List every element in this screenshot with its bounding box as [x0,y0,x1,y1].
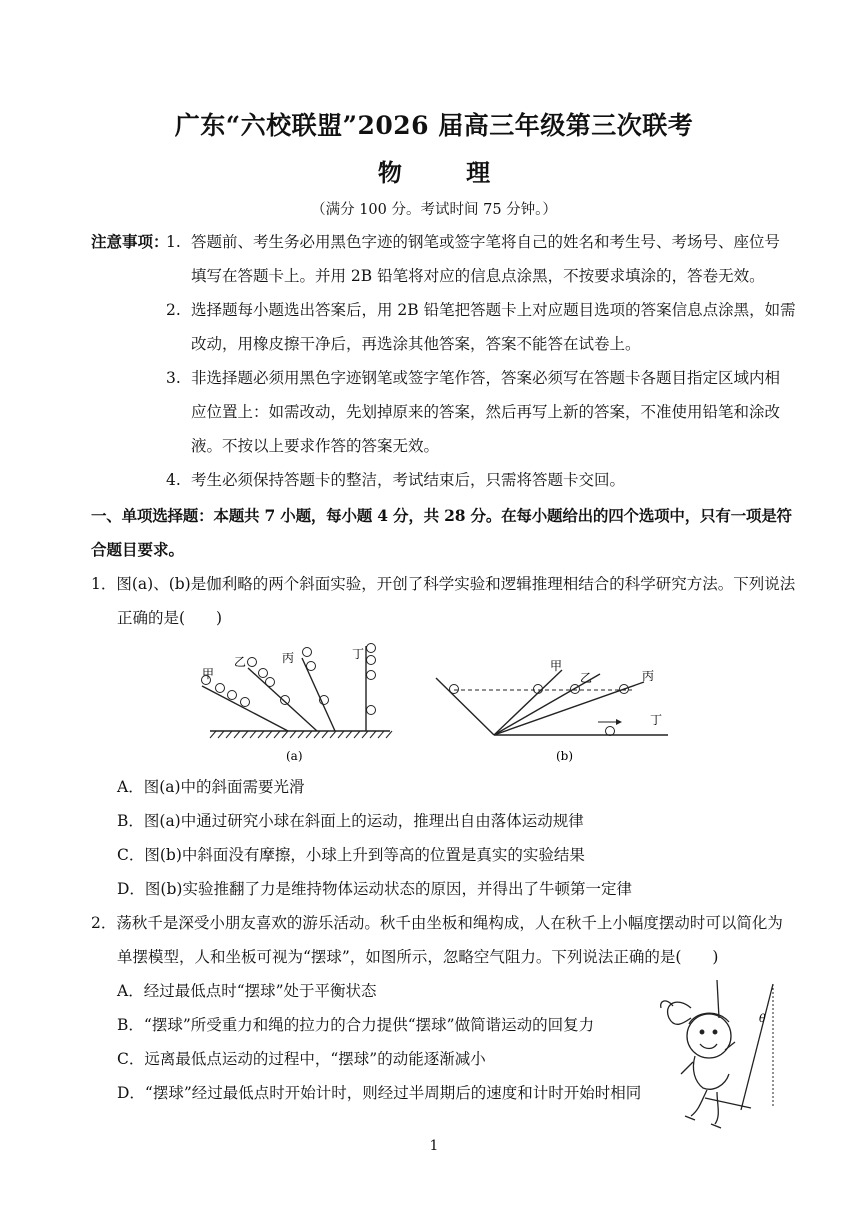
fig-a-caption: (a) [286,749,303,763]
subject-title: 物 理 [377,158,519,187]
q1-figure-b [432,652,672,772]
q1-stem-line-2: 正确的是( ) [117,609,223,627]
notice-item-3-line-3: 液。不按以上要求作答的答案无效。 [191,437,440,455]
page-number: 1 [429,1138,439,1154]
q1-option-a: A．图(a)中的斜面需要光滑 [117,778,305,796]
fig-b-label-ding: 丁 [650,713,663,727]
fig-b-label-yi: 乙 [580,671,593,685]
q1-figure-a [190,638,410,773]
q2-option-a: A．经过最低点时“摆球”处于平衡状态 [117,982,377,1000]
q2-option-d: D．“摆球”经过最低点时开始计时，则经过半周期后的速度和计时开始时相同 [117,1084,642,1102]
q1-option-c: C．图(b)中斜面没有摩擦，小球上升到等高的位置是真实的实验结果 [117,846,585,864]
q1-stem-line-1: 1．图(a)、(b)是伽利略的两个斜面实验，开创了科学实验和逻辑推理相结合的科学研究方法。下列说法 [91,575,796,593]
notice-item-2-num: 2. [166,301,181,319]
notice-item-1-num: 1. [166,233,181,251]
fig-a-label-ding: 丁 [352,647,365,661]
notice-item-2-line-2: 改动，用橡皮擦干净后，再选涂其他答案，答案不能答在试卷上。 [191,335,641,353]
fig-b-caption: (b) [556,749,574,763]
notice-item-1-line-2: 填写在答题卡上。并用 2B 铅笔将对应的信息点涂黑，不按要求填涂的，答卷无效。 [191,267,765,285]
q2-stem-line-2: 单摆模型，人和坐板可视为“摆球”，如图所示，忽略空气阻力。下列说法正确的是( ) [117,948,719,966]
q2-swing-figure [655,978,780,1133]
q1-option-d: D．图(b)实验推翻了力是维持物体运动状态的原因，并得出了牛顿第一定律 [117,880,632,898]
notice-item-4-line-1: 考生必须保持答题卡的整洁，考试结束后，只需将答题卡交回。 [191,471,626,489]
notice-item-3-line-2: 应位置上：如需改动，先划掉原来的答案，然后再写上新的答案，不准使用铅笔和涂改 [191,403,781,421]
q2-stem-line-1: 2．荡秋千是深受小朋友喜欢的游乐活动。秋千由坐板和绳构成，人在秋千上小幅度摆动时可以简化为 [91,914,783,932]
notice-item-3-line-1: 非选择题必须用黑色字迹钢笔或签字笔作答，答案必须写在答题卡各题目指定区域内相 [191,369,781,387]
fig-a-label-bing: 丙 [282,651,295,665]
fig-b-label-jia: 甲 [550,659,563,673]
section-heading-line-1: 一、单项选择题：本题共 7 小题，每小题 4 分，共 28 分。在每小题给出的四个选项中，只有一项是符 [91,506,792,525]
notice-item-2-line-1: 选择题每小题选出答案后，用 2B 铅笔把答题卡上对应题目选项的答案信息点涂黑，如需 [191,301,796,319]
exam-title: 广东“六校联盟”2026 届高三年级第三次联考 [174,111,694,140]
fig-a-label-jia: 甲 [202,667,215,681]
notice-item-3-num: 3. [166,369,181,387]
score-info: （满分 100 分。考试时间 75 分钟。） [311,202,557,218]
swing-angle-label: θ [759,1012,766,1025]
q2-option-c: C．远离最低点运动的过程中，“摆球”的动能逐渐减小 [117,1050,486,1068]
q2-option-b: B．“摆球”所受重力和绳的拉力的合力提供“摆球”做简谐运动的回复力 [117,1016,595,1034]
section-heading-line-2: 合题目要求。 [91,540,185,559]
q1-option-b: B．图(a)中通过研究小球在斜面上的运动，推理出自由落体运动规律 [117,812,584,830]
notice-item-4-num: 4. [166,471,181,489]
fig-a-label-yi: 乙 [234,655,247,669]
notice-item-1-line-1: 答题前、考生务必用黑色字迹的钢笔或签字笔将自己的姓名和考生号、考场号、座位号 [191,233,781,251]
notice-label: 注意事项： [91,232,169,251]
fig-b-label-bing: 丙 [642,669,655,683]
